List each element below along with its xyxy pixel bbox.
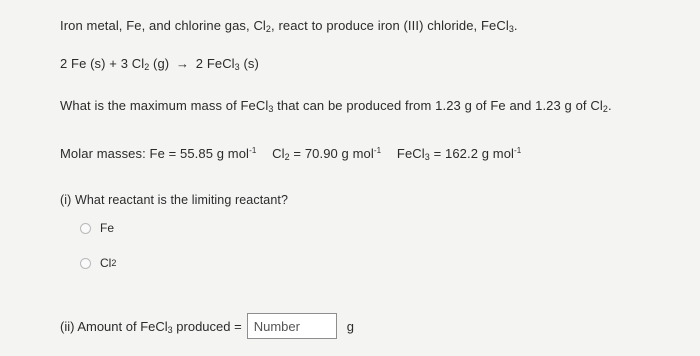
part2-label: (ii) Amount of FeCl$_3$ produced =	[60, 318, 242, 335]
option-cl2[interactable]: Cl 2	[80, 256, 116, 270]
part2-answer-row	[60, 313, 354, 339]
intro-text: Iron metal, Fe, and chlorine gas, $Cl_2$, react to produce iron (III) chloride, FeCl$_3$.	[60, 18, 518, 34]
radio-button-cl2[interactable]	[80, 258, 91, 269]
part1-question: (i) What reactant is the limiting reactant?	[60, 193, 288, 207]
question-text: What is the maximum mass of FeCl$_3$ that can be produced from 1.23 g of Fe and 1.23 g of $Cl_2$.	[60, 98, 612, 114]
chemical-equation: 2 Fe (s) + 3 $Cl_2$ (g) → 2 FeCl$_3$ (s)	[60, 56, 259, 72]
radio-button-fe[interactable]	[80, 223, 91, 234]
unit-label: g	[346, 318, 354, 334]
molar-masses: Molar masses: Fe = 55.85 g mol$^{-1}$ $Cl_2 = 70.90$ g mol$^{-1}$ FeCl$_3$ = 162.2 g mol$^{-1}$	[60, 146, 522, 162]
amount-input[interactable]	[247, 313, 337, 339]
option-fe[interactable]: Fe	[80, 221, 114, 235]
reaction-arrow: →	[175, 56, 190, 71]
